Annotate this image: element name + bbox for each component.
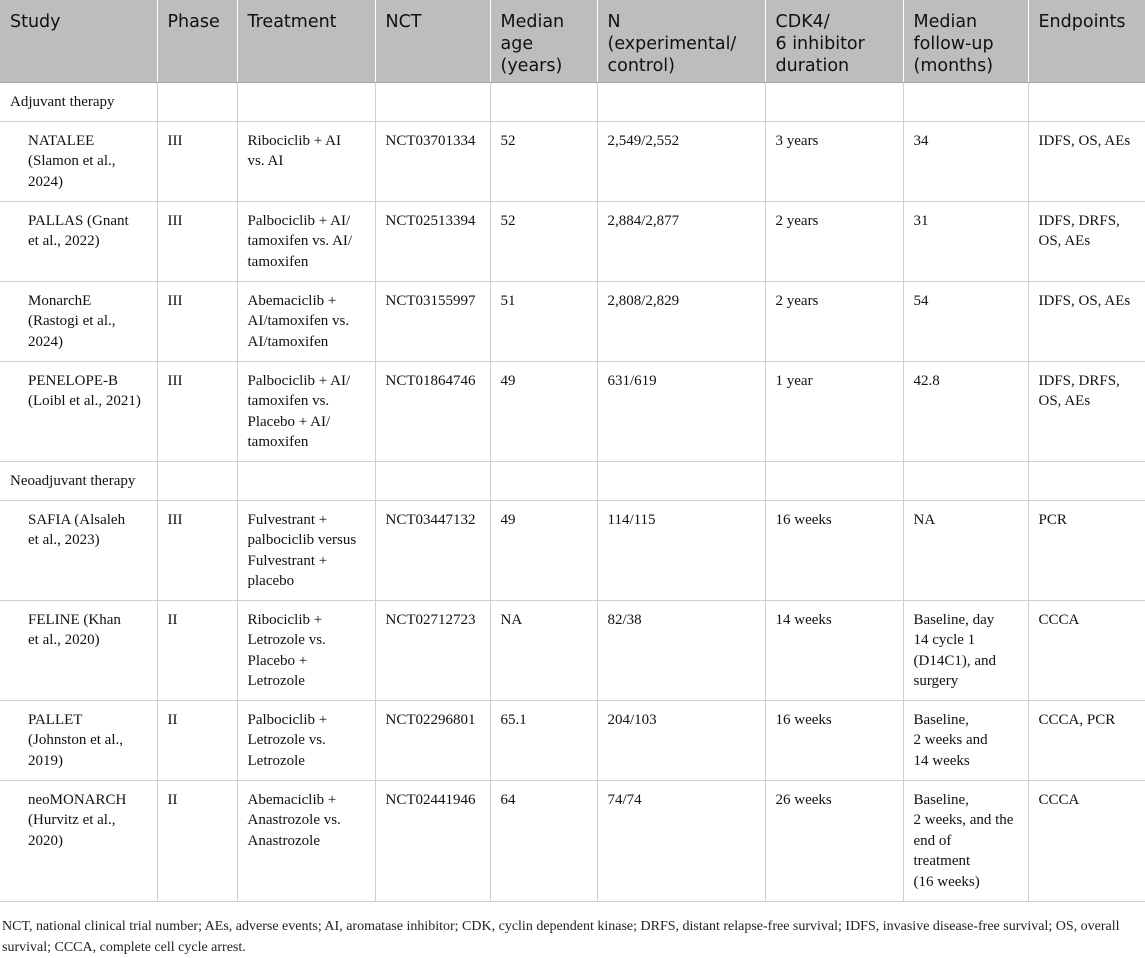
cell-line: AI/tamoxifen vs. (247, 313, 350, 329)
inhibitor-duration-cell: 2 years (765, 201, 903, 281)
cell-line: Baseline, (913, 711, 969, 728)
phase-cell: III (157, 500, 237, 600)
cell-line: CCCA (1038, 611, 1080, 628)
endpoints-cell (1028, 361, 1145, 461)
column-header (597, 0, 765, 82)
cell-line: Letrozole (247, 673, 305, 689)
treatment-cell (237, 121, 375, 201)
cell-line: OS, AEs (1038, 233, 1091, 249)
empty-cell (1028, 461, 1145, 500)
median-age-cell: 64 (490, 780, 597, 901)
cell-line: end of (913, 832, 952, 849)
study-cell (0, 500, 157, 600)
column-header (903, 0, 1028, 82)
section-row (0, 82, 1145, 121)
column-header (1028, 0, 1145, 82)
inhibitor-duration-cell: 16 weeks (765, 700, 903, 780)
empty-cell (490, 82, 597, 121)
follow-up-cell (903, 700, 1028, 780)
treatment-cell (237, 600, 375, 700)
study-cell (0, 121, 157, 201)
cell-line: (Rastogi et al., (28, 313, 116, 329)
table-row (0, 121, 1145, 201)
median-age-cell: NA (490, 600, 597, 700)
endpoints-cell (1028, 201, 1145, 281)
cell-line: Letrozole (247, 752, 305, 769)
study-cell (0, 700, 157, 780)
sample-size-cell: 74/74 (597, 780, 765, 901)
table-footnote: NCT, national clinical trial number; AEs, adverse events; AI, aromatase inhibitor; CDK, cyclin dependent kinase; DRFS, distant relapse-free survival; IDFS, invasive disease-free survival; OS, overall survival; CCCA, complete cell cycle arrest. (2, 919, 1120, 955)
nct-cell: NCT02513394 (375, 201, 490, 281)
cell-line: (Loibl et al., 2021) (28, 393, 141, 409)
cell-line: Fulvestrant + (247, 511, 328, 528)
table-body (0, 82, 1145, 901)
cell-line: neoMONARCH (28, 791, 127, 808)
endpoints-cell (1028, 600, 1145, 700)
column-header (237, 0, 375, 82)
section-row (0, 461, 1145, 500)
cell-line: Palbociclib + AI/ (247, 372, 351, 389)
cell-line: Anastrozole vs. (247, 812, 341, 828)
cell-line: 6 inhibitor (775, 34, 865, 54)
treatment-cell (237, 700, 375, 780)
treatment-cell (237, 361, 375, 461)
cell-line: FELINE (Khan (28, 611, 121, 628)
cell-line: 31 (913, 212, 929, 229)
cell-line: Ribociclib + (247, 611, 323, 628)
inhibitor-duration-cell: 1 year (765, 361, 903, 461)
study-cell (0, 361, 157, 461)
cell-line: placebo (247, 573, 295, 589)
cell-line: 14 weeks (913, 752, 970, 769)
nct-cell: NCT03701334 (375, 121, 490, 201)
section-label: Neoadjuvant therapy (0, 461, 157, 500)
table-header-row (0, 0, 1145, 82)
cell-line: vs. AI (247, 153, 284, 169)
cell-line: Palbociclib + AI/ (247, 212, 351, 229)
empty-cell (237, 82, 375, 121)
cell-line: PALLAS (Gnant (28, 212, 129, 229)
phase-cell: II (157, 700, 237, 780)
endpoints-cell (1028, 500, 1145, 600)
median-age-cell: 52 (490, 201, 597, 281)
cell-line: IDFS, DRFS, (1038, 372, 1120, 389)
cell-line: Baseline, day (913, 611, 995, 628)
column-header (157, 0, 237, 82)
cell-line: Fulvestrant + (247, 552, 328, 569)
sample-size-cell: 2,549/2,552 (597, 121, 765, 201)
cell-line: Abemaciclib + (247, 292, 337, 309)
cell-line: Median (500, 12, 565, 32)
median-age-cell: 52 (490, 121, 597, 201)
sample-size-cell: 2,808/2,829 (597, 281, 765, 361)
cell-line: Letrozole vs. (247, 732, 326, 748)
nct-cell: NCT02296801 (375, 700, 490, 780)
endpoints-cell (1028, 780, 1145, 901)
cell-line: NATALEE (28, 132, 95, 149)
treatment-cell (237, 281, 375, 361)
cell-line: (months) (913, 56, 994, 76)
cell-line: IDFS, OS, AEs (1038, 292, 1131, 309)
cell-line: 2 weeks and (913, 732, 988, 748)
nct-cell: NCT02441946 (375, 780, 490, 901)
cell-line: IDFS, OS, AEs (1038, 132, 1131, 149)
follow-up-cell (903, 500, 1028, 600)
table-row (0, 780, 1145, 901)
cell-line: tamoxifen vs. AI/ (247, 233, 353, 249)
cell-line: CDK4/ (775, 12, 830, 32)
empty-cell (157, 82, 237, 121)
cell-line: NA (913, 511, 936, 528)
empty-cell (490, 461, 597, 500)
study-cell (0, 281, 157, 361)
median-age-cell: 51 (490, 281, 597, 361)
cell-line: OS, AEs (1038, 393, 1091, 409)
cell-line: 2024) (28, 173, 63, 190)
study-cell (0, 780, 157, 901)
column-header (765, 0, 903, 82)
cell-line: follow-up (913, 34, 994, 54)
cell-line: Anastrozole (247, 832, 320, 849)
inhibitor-duration-cell: 2 years (765, 281, 903, 361)
study-cell (0, 600, 157, 700)
nct-cell: NCT02712723 (375, 600, 490, 700)
empty-cell (375, 461, 490, 500)
empty-cell (157, 461, 237, 500)
cell-line: PENELOPE-B (28, 372, 118, 389)
follow-up-cell (903, 201, 1028, 281)
nct-cell: NCT01864746 (375, 361, 490, 461)
cell-line: tamoxifen (247, 253, 309, 270)
empty-cell (1028, 82, 1145, 121)
inhibitor-duration-cell: 14 weeks (765, 600, 903, 700)
section-label: Adjuvant therapy (0, 82, 157, 121)
cell-line: (Hurvitz et al., (28, 812, 116, 828)
cell-line: Palbociclib + (247, 711, 328, 728)
empty-cell (375, 82, 490, 121)
cell-line: Placebo + AI/ (247, 413, 331, 430)
empty-cell (903, 461, 1028, 500)
table-row (0, 281, 1145, 361)
cell-line: (Johnston et al., (28, 732, 123, 748)
cell-line: CCCA, PCR (1038, 711, 1116, 728)
sample-size-cell: 82/38 (597, 600, 765, 700)
inhibitor-duration-cell: 3 years (765, 121, 903, 201)
follow-up-cell (903, 281, 1028, 361)
cell-line: PCR (1038, 511, 1067, 528)
cell-line: Phase (167, 12, 220, 32)
sample-size-cell: 631/619 (597, 361, 765, 461)
cell-line: surgery (913, 673, 959, 689)
cell-line: 2020) (28, 832, 63, 849)
cell-line: 2019) (28, 752, 63, 769)
phase-cell: III (157, 121, 237, 201)
inhibitor-duration-cell: 16 weeks (765, 500, 903, 600)
cell-line: AI/tamoxifen (247, 333, 329, 350)
cell-line: palbociclib versus (247, 532, 357, 548)
table-row (0, 500, 1145, 600)
cell-line: (16 weeks) (913, 873, 980, 890)
follow-up-cell (903, 121, 1028, 201)
median-age-cell: 65.1 (490, 700, 597, 780)
empty-cell (765, 82, 903, 121)
cell-line: Endpoints (1038, 12, 1126, 32)
treatment-cell (237, 500, 375, 600)
cell-line: Median (913, 12, 978, 32)
cell-line: NCT (385, 12, 422, 32)
study-cell (0, 201, 157, 281)
cell-line: 42.8 (913, 372, 940, 389)
cell-line: IDFS, DRFS, (1038, 212, 1120, 229)
cell-line: et al., 2023) (28, 532, 100, 548)
cell-line: control) (607, 56, 675, 76)
table-row (0, 361, 1145, 461)
cell-line: SAFIA (Alsaleh (28, 511, 126, 528)
empty-cell (765, 461, 903, 500)
cell-line: 14 cycle 1 (913, 632, 976, 648)
phase-cell: III (157, 281, 237, 361)
cell-line: et al., 2022) (28, 233, 100, 249)
treatment-cell (237, 780, 375, 901)
cell-line: PALLET (28, 711, 83, 728)
cell-line: tamoxifen vs. (247, 393, 330, 409)
endpoints-cell (1028, 700, 1145, 780)
cell-line: Letrozole vs. (247, 632, 326, 648)
follow-up-cell (903, 780, 1028, 901)
median-age-cell: 49 (490, 361, 597, 461)
sample-size-cell: 204/103 (597, 700, 765, 780)
nct-cell: NCT03447132 (375, 500, 490, 600)
inhibitor-duration-cell: 26 weeks (765, 780, 903, 901)
cell-line: Ribociclib + AI (247, 132, 341, 149)
follow-up-cell (903, 361, 1028, 461)
phase-cell: II (157, 780, 237, 901)
table-row (0, 600, 1145, 700)
cell-line: CCCA (1038, 791, 1080, 808)
cell-line: (Slamon et al., (28, 153, 116, 169)
cell-line: duration (775, 56, 850, 76)
cell-line: (years) (500, 56, 563, 76)
cell-line: 2024) (28, 333, 63, 350)
treatment-cell (237, 201, 375, 281)
column-header (375, 0, 490, 82)
phase-cell: III (157, 201, 237, 281)
nct-cell: NCT03155997 (375, 281, 490, 361)
cell-line: Study (10, 12, 61, 32)
empty-cell (903, 82, 1028, 121)
phase-cell: III (157, 361, 237, 461)
cell-line: 34 (913, 132, 929, 149)
median-age-cell: 49 (490, 500, 597, 600)
cell-line: Baseline, (913, 791, 969, 808)
cell-line: 54 (913, 292, 929, 309)
empty-cell (597, 82, 765, 121)
endpoints-cell (1028, 121, 1145, 201)
cell-line: (D14C1), and (913, 652, 996, 669)
cell-line: Placebo + (247, 652, 308, 669)
follow-up-cell (903, 600, 1028, 700)
cell-line: treatment (913, 853, 971, 869)
sample-size-cell: 114/115 (597, 500, 765, 600)
sample-size-cell: 2,884/2,877 (597, 201, 765, 281)
column-header (0, 0, 157, 82)
cell-line: N (607, 12, 621, 32)
cell-line: 2 weeks, and the (913, 812, 1014, 828)
table-row (0, 700, 1145, 780)
cell-line: age (500, 34, 534, 54)
endpoints-cell (1028, 281, 1145, 361)
cell-line: et al., 2020) (28, 632, 100, 648)
column-header (490, 0, 597, 82)
cell-line: (experimental/ (607, 34, 737, 54)
empty-cell (597, 461, 765, 500)
cell-line: tamoxifen (247, 434, 309, 450)
phase-cell: II (157, 600, 237, 700)
cell-line: Abemaciclib + (247, 791, 337, 808)
cell-line: MonarchE (28, 292, 92, 309)
empty-cell (237, 461, 375, 500)
cell-line: Treatment (247, 12, 337, 32)
table-row (0, 201, 1145, 281)
